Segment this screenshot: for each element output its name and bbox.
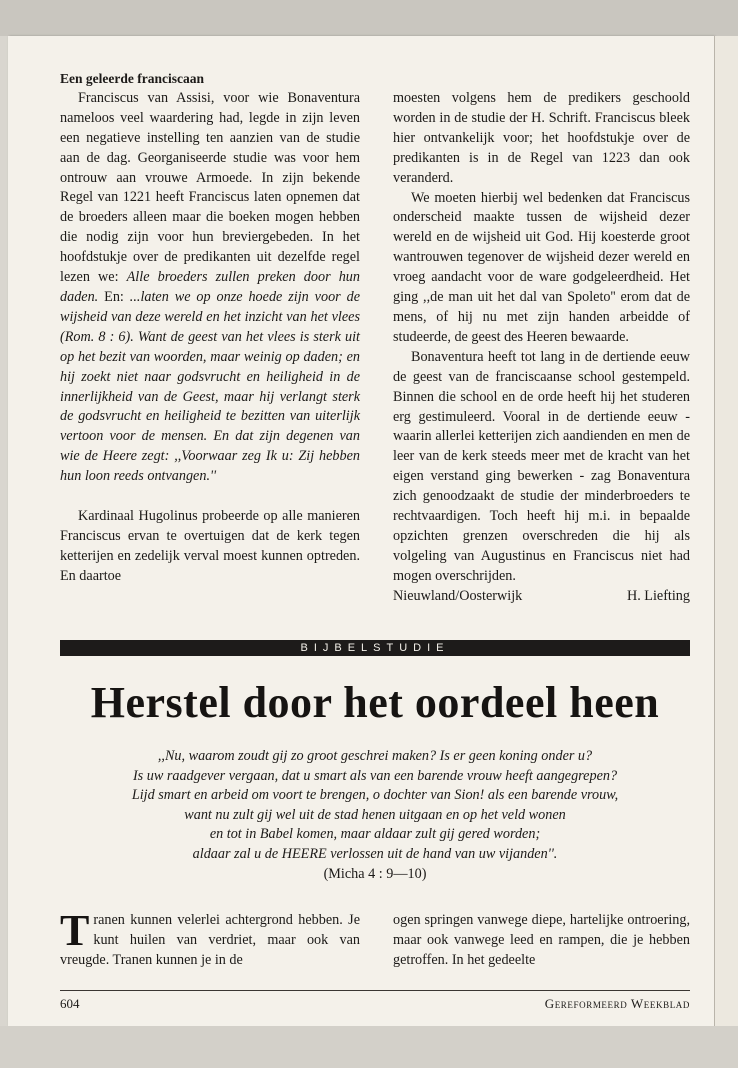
signature-place: Nieuwland/Oosterwijk [393,587,523,604]
quote-text: Alle broeders zullen preken door hun daden. [60,269,360,305]
body-paragraph: ogen springen vanwege diepe, hartelijke ontroering, maar ook vanwege leed en rampen, die je hebben getroffen. In het gedeelte [393,912,690,968]
bijbelstudie-right-column [393,911,690,971]
page-number: 604 [60,996,80,1011]
quote-line: aldaar zal u de HEERE verlossen uit de hand van uw vijanden''. [192,845,558,862]
quote-line: en tot in Babel komen, maar aldaar zult gij gered worden; [209,826,541,843]
body-text: Franciscus van Assisi, voor wie Bonaventura nameloos veel waardering had, legde in zijn leven een negatieve instelling ten aanzien van de studie aan de dag. Georganiseerde studie was voor hem ontrouw aan vrouwe Armoede. In zijn bekende Regel van 1221 heeft Franciscus laten opnemen dat de broeders alleen maar die boeken mogen hebben die nodig zijn voor hun breviergebeden. In het hoofdstukje over de predikanten uit dezelfde regel lezen we: [60,89,360,286]
publication-name: Gereformeerd Weekblad [544,996,690,1011]
footer-rule [60,990,690,991]
scan-background-bottom [0,1026,738,1068]
body-paragraph: Kardinaal Hugolinus probeerde op alle manieren Franciscus ervan te overtuigen dat de kerk tegen ketterijen en zedelijk verval moest kunnen optreden. En daartoe [60,508,360,584]
article-right-column [393,89,690,607]
scripture-quote [60,747,690,884]
signature-author: H. Liefting [626,587,690,604]
quote-line: Lijd smart en arbeid om voort te brengen, o dochter van Sion! als een barende vrouw, [131,787,619,804]
bijbelstudie-left-column [60,906,360,971]
quote-line: want nu zult gij wel uit de stad henen uitgaan en op het veld wonen [184,806,566,823]
next-page-edge [714,36,738,1026]
body-paragraph: Bonaventura heeft tot lang in de dertiende eeuw de geest van de franciscaanse school gestempeld. Binnen die school en de orde heeft hij het studeren erg gestimuleerd. Vooral in de dertiende eeuw - waarin allerlei ketterijen zich aandienden en men de leer van de kerk steeds meer met de kracht van het eigen verstand ging bewerken - zag Bonaventura zich genoodzaakt de studie der minderbroeders te rechtvaardigen. Toch heeft hij m.i. in bepaalde opzichten grenzen overschreden die hij als volgeling van Augustinus en Franciscus niet had mogen overschrijden. [393,348,690,584]
signature [393,587,690,607]
drop-cap: T [60,906,90,955]
quote-text: ...laten we op onze hoede zijn voor de wijsheid van deze wereld en het inzicht van het vlees (Rom. 8 : 6). Want de geest van het vlees is sterk uit op het bezit van woorden, maar weinig op daden; en hij zoekt niet naar godsvrucht en heiligheid in de innerlijkheid van de Geest, maar hij verlangt sterk de godsvrucht en heiligheid te bezitten van uiterlijk vertoon voor de mensen. En dat zijn degenen van wie de Heere zegt: ,,Voorwaar zeg Ik u: Zij hebben hun loon reeds ontvangen.'' [60,288,361,485]
section-banner: BIJBELSTUDIE [60,640,690,656]
article-left-column [60,69,360,587]
scan-background-top [0,0,738,36]
body-paragraph: We moeten hierbij wel bedenken dat Franciscus onderscheid maakte tussen de wijsheid dezer wereld en de wijsheid uit God. Hij koesterde groot wantrouwen tegenover de wijsheid dezer wereld en vroeg aandacht voor de ware godgeleerdheid. Het ging ,,de man uit het dal van Spoleto'' erom dat de mens, of hij nu met zijn handen arbeidde of studeerde, de geest des Heeren bewaarde. [393,189,690,345]
article-title: Herstel door het oordeel heen [90,678,660,727]
body-text: ranen kunnen velerlei achtergrond hebben. Je kunt huilen van verdriet, maar ook van vreugde. Tranen kunnen je in de [60,912,360,968]
quote-line: ,,Nu, waarom zoudt gij zo groot geschrei maken? Is er geen koning onder u? [157,748,593,764]
body-text: En: [98,288,130,305]
body-paragraph: moesten volgens hem de predikers geschoold worden in de studie der H. Schrift. Franciscus bleek hier ontvankelijk voor; het hoofdstukje over de predikanten is in de Regel van 1223 dan ook veranderd. [393,90,690,186]
body-paragraph [60,89,360,487]
body-paragraph [60,906,360,971]
section-heading: Een geleerde franciscaan [60,71,204,86]
quote-reference: (Micha 4 : 9—10) [323,865,427,882]
quote-line: Is uw raadgever vergaan, dat u smart als van een barende vrouw heeft aangegrepen? [132,767,618,784]
